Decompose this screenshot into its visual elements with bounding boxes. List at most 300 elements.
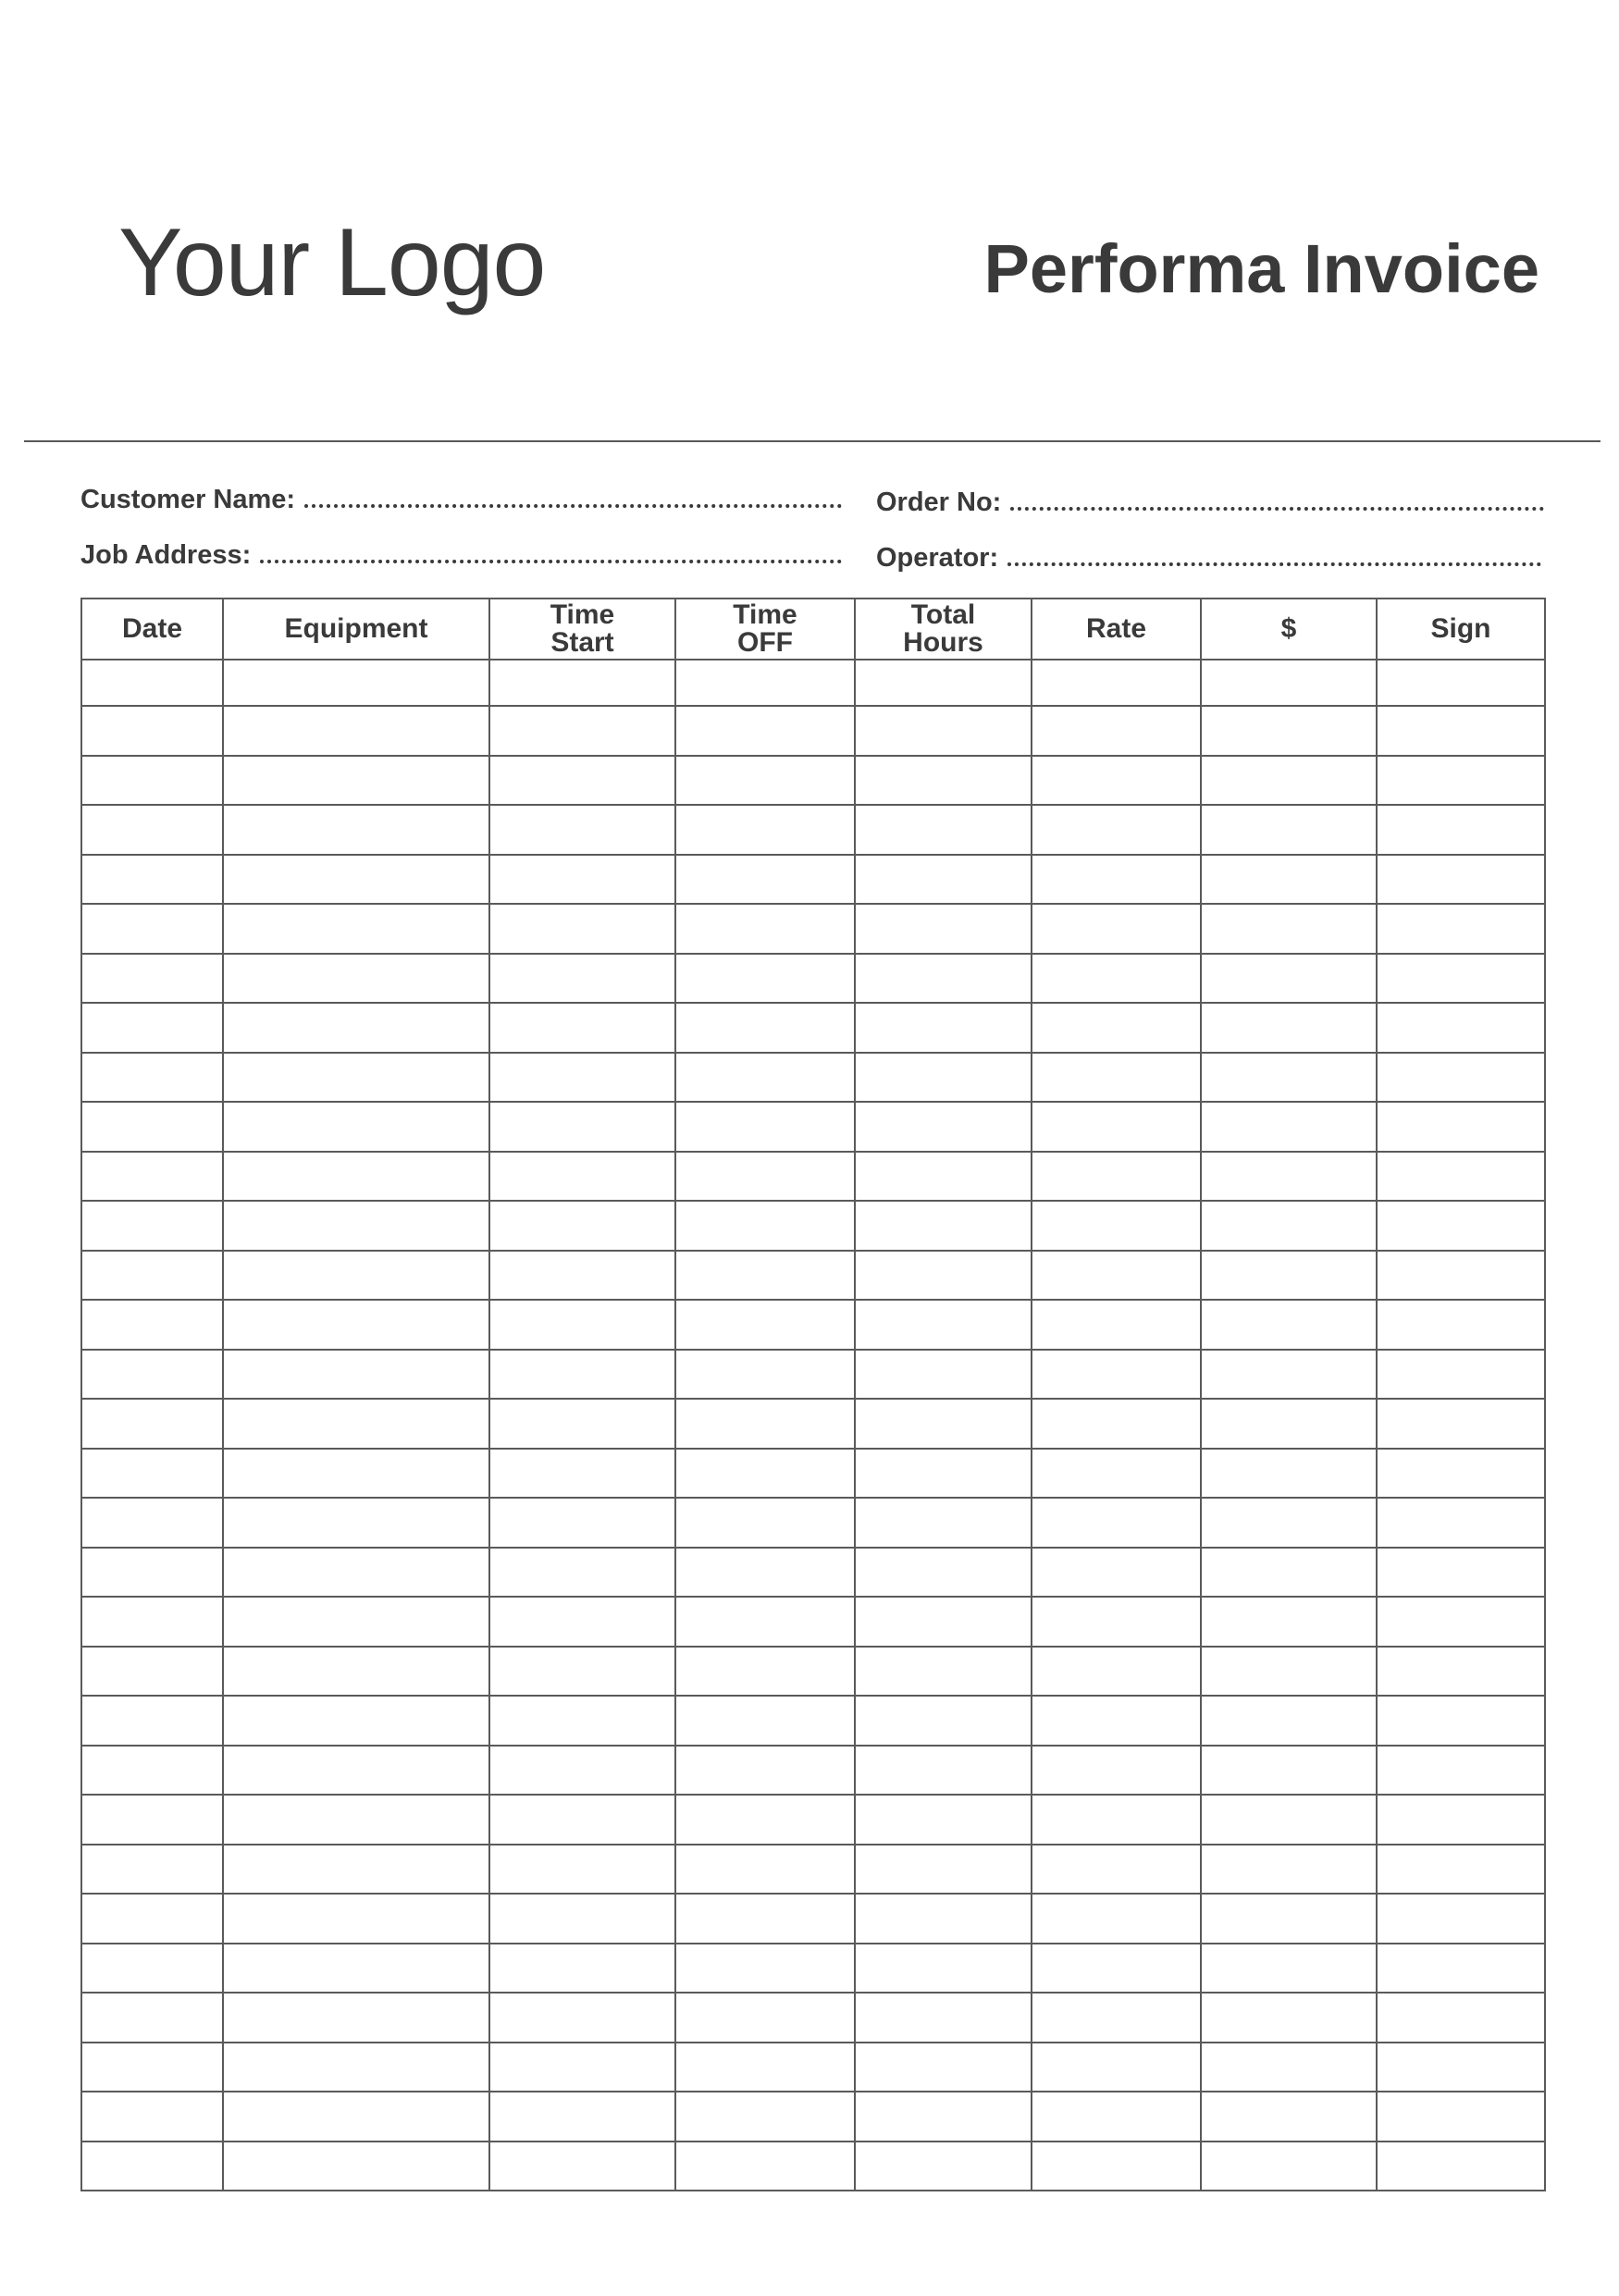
table-cell[interactable] xyxy=(855,1102,1032,1152)
table-cell[interactable] xyxy=(1032,1399,1201,1449)
table-cell[interactable] xyxy=(489,706,675,756)
table-cell[interactable] xyxy=(223,1350,489,1400)
table-row xyxy=(81,1053,1545,1103)
table-cell[interactable] xyxy=(223,2092,489,2142)
table-cell[interactable] xyxy=(675,904,855,954)
table-cell[interactable] xyxy=(1377,1944,1545,1994)
table-body xyxy=(81,660,1545,2191)
table-cell[interactable] xyxy=(1032,855,1201,905)
table-row xyxy=(81,1548,1545,1598)
table-cell[interactable] xyxy=(675,1944,855,1994)
table-cell[interactable] xyxy=(855,1251,1032,1301)
table-cell[interactable] xyxy=(1032,1597,1201,1647)
table-cell[interactable] xyxy=(489,904,675,954)
table-cell[interactable] xyxy=(81,904,223,954)
table-cell[interactable] xyxy=(675,1053,855,1103)
table-cell[interactable] xyxy=(1377,1993,1545,2043)
table-cell[interactable] xyxy=(1201,1894,1377,1944)
table-cell[interactable] xyxy=(1032,1845,1201,1895)
table-cell[interactable] xyxy=(81,1746,223,1796)
table-cell[interactable] xyxy=(675,1350,855,1400)
table-cell[interactable] xyxy=(81,1350,223,1400)
table-cell[interactable] xyxy=(223,1845,489,1895)
table-cell[interactable] xyxy=(223,1795,489,1845)
table-cell[interactable] xyxy=(81,1795,223,1845)
table-row xyxy=(81,1696,1545,1746)
table-cell[interactable] xyxy=(223,805,489,855)
table-cell[interactable] xyxy=(81,1597,223,1647)
table-cell[interactable] xyxy=(489,1053,675,1103)
table-cell[interactable] xyxy=(1377,1597,1545,1647)
table-cell[interactable] xyxy=(1377,904,1545,954)
operator-field[interactable] xyxy=(876,543,1541,576)
column-header-total-hours: Total Hours xyxy=(855,599,1032,660)
table-row xyxy=(81,660,1545,706)
table-cell[interactable] xyxy=(81,1449,223,1499)
table-cell[interactable] xyxy=(675,954,855,1004)
table-cell[interactable] xyxy=(675,1152,855,1202)
table-cell[interactable] xyxy=(675,1399,855,1449)
table-cell[interactable] xyxy=(1032,1201,1201,1251)
table-cell[interactable] xyxy=(223,1251,489,1301)
table-cell[interactable] xyxy=(1377,805,1545,855)
table-cell[interactable] xyxy=(675,1696,855,1746)
table-cell[interactable] xyxy=(1032,1647,1201,1697)
table-cell[interactable] xyxy=(223,1300,489,1350)
table-cell[interactable] xyxy=(855,1746,1032,1796)
operator-line[interactable] xyxy=(1007,562,1541,566)
table-cell[interactable] xyxy=(675,1498,855,1548)
table-cell[interactable] xyxy=(675,1102,855,1152)
table-cell[interactable] xyxy=(855,1053,1032,1103)
column-header-amount: $ xyxy=(1201,599,1377,660)
table-cell[interactable] xyxy=(1032,1894,1201,1944)
table-row xyxy=(81,1746,1545,1796)
table-cell[interactable] xyxy=(1201,1003,1377,1053)
table-row xyxy=(81,1003,1545,1053)
table-cell[interactable] xyxy=(1201,1102,1377,1152)
table-cell[interactable] xyxy=(855,805,1032,855)
table-cell[interactable] xyxy=(489,1350,675,1400)
table-cell[interactable] xyxy=(1201,805,1377,855)
table-cell[interactable] xyxy=(81,2142,223,2191)
column-header-equipment: Equipment xyxy=(223,599,489,660)
table-cell[interactable] xyxy=(1032,706,1201,756)
operator-label: Operator: xyxy=(876,543,999,573)
table-cell[interactable] xyxy=(81,954,223,1004)
table-cell[interactable] xyxy=(489,1696,675,1746)
table-cell[interactable] xyxy=(855,756,1032,806)
table-cell[interactable] xyxy=(489,1300,675,1350)
table-cell[interactable] xyxy=(489,1251,675,1301)
table-cell[interactable] xyxy=(1377,706,1545,756)
table-cell[interactable] xyxy=(675,1894,855,1944)
table-cell[interactable] xyxy=(81,2043,223,2092)
table-cell[interactable] xyxy=(489,1647,675,1697)
table-cell[interactable] xyxy=(81,1498,223,1548)
table-cell[interactable] xyxy=(81,1053,223,1103)
table-cell[interactable] xyxy=(675,706,855,756)
column-header-sign: Sign xyxy=(1377,599,1545,660)
table-cell[interactable] xyxy=(1032,904,1201,954)
table-cell[interactable] xyxy=(1201,706,1377,756)
table-cell[interactable] xyxy=(223,706,489,756)
table-cell[interactable] xyxy=(1032,2043,1201,2092)
table-cell[interactable] xyxy=(1032,1102,1201,1152)
table-cell[interactable] xyxy=(489,1003,675,1053)
table-row xyxy=(81,954,1545,1004)
column-header-time-off: Time OFF xyxy=(675,599,855,660)
table-cell[interactable] xyxy=(1032,1300,1201,1350)
table-cell[interactable] xyxy=(223,1102,489,1152)
table-row xyxy=(81,1647,1545,1697)
table-cell[interactable] xyxy=(675,805,855,855)
table-cell[interactable] xyxy=(1377,1548,1545,1598)
table-cell[interactable] xyxy=(675,1795,855,1845)
table-cell[interactable] xyxy=(1201,1696,1377,1746)
table-cell[interactable] xyxy=(489,660,675,706)
table-cell[interactable] xyxy=(1201,1795,1377,1845)
column-header-rate: Rate xyxy=(1032,599,1201,660)
table-cell[interactable] xyxy=(489,2092,675,2142)
table-row xyxy=(81,1597,1545,1647)
table-cell[interactable] xyxy=(1377,1449,1545,1499)
table-cell[interactable] xyxy=(1201,660,1377,706)
table-cell[interactable] xyxy=(1032,1053,1201,1103)
table-cell[interactable] xyxy=(223,855,489,905)
table-cell[interactable] xyxy=(489,2142,675,2191)
table-cell[interactable] xyxy=(1377,1053,1545,1103)
table-cell[interactable] xyxy=(223,1894,489,1944)
table-cell[interactable] xyxy=(489,1201,675,1251)
table-cell[interactable] xyxy=(1201,1498,1377,1548)
table-cell[interactable] xyxy=(1377,1746,1545,1796)
table-cell[interactable] xyxy=(855,1845,1032,1895)
table-cell[interactable] xyxy=(489,855,675,905)
table-cell[interactable] xyxy=(675,1746,855,1796)
table-row xyxy=(81,1399,1545,1449)
table-cell[interactable] xyxy=(855,1201,1032,1251)
table-cell[interactable] xyxy=(489,1746,675,1796)
table-cell[interactable] xyxy=(489,805,675,855)
table-cell[interactable] xyxy=(1201,1647,1377,1697)
table-cell[interactable] xyxy=(489,1795,675,1845)
table-row xyxy=(81,1894,1545,1944)
customer-name-label: Customer Name: xyxy=(80,485,296,514)
table-cell[interactable] xyxy=(1201,855,1377,905)
table-cell[interactable] xyxy=(1032,1498,1201,1548)
table-cell[interactable] xyxy=(223,2043,489,2092)
table-cell[interactable] xyxy=(1201,2092,1377,2142)
table-cell[interactable] xyxy=(1377,855,1545,905)
table-cell[interactable] xyxy=(1377,2043,1545,2092)
table-cell[interactable] xyxy=(1377,1251,1545,1301)
table-row xyxy=(81,1795,1545,1845)
job-address-label: Job Address: xyxy=(80,540,252,570)
table-cell[interactable] xyxy=(855,855,1032,905)
table-cell[interactable] xyxy=(855,1300,1032,1350)
table-row xyxy=(81,2043,1545,2092)
table-row xyxy=(81,904,1545,954)
table-cell[interactable] xyxy=(1201,1449,1377,1499)
table-cell[interactable] xyxy=(81,855,223,905)
table-cell[interactable] xyxy=(1201,1845,1377,1895)
table-row xyxy=(81,1201,1545,1251)
customer-name-field[interactable] xyxy=(80,485,842,518)
table-cell[interactable] xyxy=(81,1894,223,1944)
table-row xyxy=(81,855,1545,905)
table-cell[interactable] xyxy=(1377,1300,1545,1350)
table-cell[interactable] xyxy=(223,660,489,706)
table-cell[interactable] xyxy=(855,1449,1032,1499)
table-cell[interactable] xyxy=(81,1696,223,1746)
header-divider xyxy=(24,440,1600,442)
table-row xyxy=(81,1152,1545,1202)
column-header-date: Date xyxy=(81,599,223,660)
table-cell[interactable] xyxy=(1032,1251,1201,1301)
order-no-label: Order No: xyxy=(876,488,1002,517)
table-cell[interactable] xyxy=(1377,1102,1545,1152)
table-cell[interactable] xyxy=(81,1003,223,1053)
table-cell[interactable] xyxy=(1032,1795,1201,1845)
table-cell[interactable] xyxy=(675,1003,855,1053)
table-cell[interactable] xyxy=(675,1548,855,1598)
table-cell[interactable] xyxy=(675,1449,855,1499)
table-cell[interactable] xyxy=(855,2142,1032,2191)
table-cell[interactable] xyxy=(1377,756,1545,806)
table-cell[interactable] xyxy=(855,2043,1032,2092)
table-cell[interactable] xyxy=(855,1795,1032,1845)
table-cell[interactable] xyxy=(223,756,489,806)
table-cell[interactable] xyxy=(1032,1548,1201,1598)
table-cell[interactable] xyxy=(1201,1993,1377,2043)
table-row xyxy=(81,1498,1545,1548)
table-cell[interactable] xyxy=(1032,1993,1201,2043)
table-cell[interactable] xyxy=(1032,1449,1201,1499)
table-cell[interactable] xyxy=(223,1399,489,1449)
table-cell[interactable] xyxy=(223,1449,489,1499)
customer-name-line[interactable] xyxy=(304,504,842,508)
table-cell[interactable] xyxy=(1377,1647,1545,1697)
table-cell[interactable] xyxy=(489,1944,675,1994)
table-cell[interactable] xyxy=(223,1053,489,1103)
table-cell[interactable] xyxy=(1377,1894,1545,1944)
table-cell[interactable] xyxy=(675,1300,855,1350)
table-cell[interactable] xyxy=(1377,1003,1545,1053)
table-cell[interactable] xyxy=(1201,1746,1377,1796)
table-cell[interactable] xyxy=(675,1845,855,1895)
table-cell[interactable] xyxy=(1377,1795,1545,1845)
document-title: Performa Invoice xyxy=(983,230,1539,307)
table-cell[interactable] xyxy=(223,1003,489,1053)
table-cell[interactable] xyxy=(223,1746,489,1796)
table-cell[interactable] xyxy=(855,1647,1032,1697)
table-cell[interactable] xyxy=(489,1845,675,1895)
table-cell[interactable] xyxy=(223,1993,489,2043)
table-cell[interactable] xyxy=(855,954,1032,1004)
table-cell[interactable] xyxy=(81,1399,223,1449)
table-cell[interactable] xyxy=(1032,1350,1201,1400)
table-cell[interactable] xyxy=(81,756,223,806)
table-cell[interactable] xyxy=(1201,1300,1377,1350)
table-cell[interactable] xyxy=(489,954,675,1004)
table-cell[interactable] xyxy=(1032,2142,1201,2191)
table-cell[interactable] xyxy=(1377,1845,1545,1895)
table-cell[interactable] xyxy=(1032,954,1201,1004)
table-row xyxy=(81,1251,1545,1301)
table-cell[interactable] xyxy=(1377,660,1545,706)
table-row xyxy=(81,1944,1545,1994)
table-row xyxy=(81,805,1545,855)
table-cell[interactable] xyxy=(1201,1944,1377,1994)
table-cell[interactable] xyxy=(223,1152,489,1202)
table-cell[interactable] xyxy=(1377,1498,1545,1548)
table-cell[interactable] xyxy=(1032,805,1201,855)
logo-placeholder: Your Logo xyxy=(118,209,546,316)
table-cell[interactable] xyxy=(1032,2092,1201,2142)
table-cell[interactable] xyxy=(675,2092,855,2142)
table-cell[interactable] xyxy=(675,1993,855,2043)
table-cell[interactable] xyxy=(1201,1350,1377,1400)
table-cell[interactable] xyxy=(489,1597,675,1647)
order-no-field[interactable] xyxy=(876,488,1544,521)
table-cell[interactable] xyxy=(1201,954,1377,1004)
table-cell[interactable] xyxy=(675,1201,855,1251)
table-cell[interactable] xyxy=(1201,1399,1377,1449)
table-cell[interactable] xyxy=(675,660,855,706)
table-cell[interactable] xyxy=(1032,660,1201,706)
table-cell[interactable] xyxy=(855,2092,1032,2142)
table-row xyxy=(81,1300,1545,1350)
table-cell[interactable] xyxy=(675,1647,855,1697)
table-cell[interactable] xyxy=(1377,1350,1545,1400)
table-cell[interactable] xyxy=(1377,1201,1545,1251)
table-cell[interactable] xyxy=(223,1696,489,1746)
table-cell[interactable] xyxy=(1032,756,1201,806)
table-cell[interactable] xyxy=(1377,2142,1545,2191)
table-cell[interactable] xyxy=(855,1597,1032,1647)
table-row xyxy=(81,1102,1545,1152)
table-cell[interactable] xyxy=(223,904,489,954)
order-no-line[interactable] xyxy=(1010,507,1544,511)
table-row xyxy=(81,1350,1545,1400)
table-cell[interactable] xyxy=(855,1548,1032,1598)
table-cell[interactable] xyxy=(1201,1201,1377,1251)
table-cell[interactable] xyxy=(223,1498,489,1548)
table-cell[interactable] xyxy=(223,1944,489,1994)
table-cell[interactable] xyxy=(1201,904,1377,954)
table-cell[interactable] xyxy=(855,1944,1032,1994)
table-cell[interactable] xyxy=(675,2142,855,2191)
table-cell[interactable] xyxy=(675,2043,855,2092)
table-cell[interactable] xyxy=(1201,1152,1377,1202)
table-cell[interactable] xyxy=(675,756,855,806)
table-cell[interactable] xyxy=(855,1696,1032,1746)
table-cell[interactable] xyxy=(223,1201,489,1251)
table-cell[interactable] xyxy=(1032,1152,1201,1202)
table-cell[interactable] xyxy=(223,1597,489,1647)
table-cell[interactable] xyxy=(1032,1944,1201,1994)
table-cell[interactable] xyxy=(489,1548,675,1598)
table-cell[interactable] xyxy=(675,1251,855,1301)
table-cell[interactable] xyxy=(489,1399,675,1449)
table-cell[interactable] xyxy=(81,1944,223,1994)
table-cell[interactable] xyxy=(81,2092,223,2142)
table-cell[interactable] xyxy=(489,1894,675,1944)
table-cell[interactable] xyxy=(855,1498,1032,1548)
table-cell[interactable] xyxy=(1377,2092,1545,2142)
table-cell[interactable] xyxy=(855,1003,1032,1053)
table-cell[interactable] xyxy=(1032,1696,1201,1746)
table-cell[interactable] xyxy=(489,1449,675,1499)
table-cell[interactable] xyxy=(81,1152,223,1202)
table-row xyxy=(81,1993,1545,2043)
table-cell[interactable] xyxy=(1201,1251,1377,1301)
table-cell[interactable] xyxy=(1377,1696,1545,1746)
job-address-line[interactable] xyxy=(260,560,842,563)
table-row xyxy=(81,2142,1545,2191)
table-cell[interactable] xyxy=(81,1102,223,1152)
table-cell[interactable] xyxy=(855,1152,1032,1202)
table-cell[interactable] xyxy=(81,1201,223,1251)
table-row xyxy=(81,2092,1545,2142)
table-cell[interactable] xyxy=(489,1993,675,2043)
table-cell[interactable] xyxy=(855,1993,1032,2043)
table-cell[interactable] xyxy=(81,1993,223,2043)
table-cell[interactable] xyxy=(81,706,223,756)
invoice-table xyxy=(80,598,1546,2191)
table-cell[interactable] xyxy=(1201,1548,1377,1598)
table-cell[interactable] xyxy=(855,1350,1032,1400)
table-cell[interactable] xyxy=(1377,1399,1545,1449)
job-address-field[interactable] xyxy=(80,540,842,574)
table-cell[interactable] xyxy=(1201,756,1377,806)
table-cell[interactable] xyxy=(223,954,489,1004)
table-cell[interactable] xyxy=(81,1647,223,1697)
table-cell[interactable] xyxy=(1032,1003,1201,1053)
table-cell[interactable] xyxy=(489,1498,675,1548)
table-cell[interactable] xyxy=(1377,1152,1545,1202)
table-cell[interactable] xyxy=(81,1845,223,1895)
table-cell[interactable] xyxy=(223,1548,489,1598)
table-cell[interactable] xyxy=(489,2043,675,2092)
table-cell[interactable] xyxy=(1201,2043,1377,2092)
table-cell[interactable] xyxy=(855,1894,1032,1944)
table-cell[interactable] xyxy=(81,660,223,706)
table-cell[interactable] xyxy=(1201,1053,1377,1103)
table-cell[interactable] xyxy=(81,1548,223,1598)
table-cell[interactable] xyxy=(1201,1597,1377,1647)
table-cell[interactable] xyxy=(1032,1746,1201,1796)
table-cell[interactable] xyxy=(855,706,1032,756)
table-cell[interactable] xyxy=(489,1152,675,1202)
table-cell[interactable] xyxy=(81,1251,223,1301)
table-cell[interactable] xyxy=(489,1102,675,1152)
table-cell[interactable] xyxy=(855,660,1032,706)
table-cell[interactable] xyxy=(81,805,223,855)
table-cell[interactable] xyxy=(223,1647,489,1697)
table-cell[interactable] xyxy=(1377,954,1545,1004)
table-cell[interactable] xyxy=(1201,2142,1377,2191)
table-cell[interactable] xyxy=(855,1399,1032,1449)
table-cell[interactable] xyxy=(489,756,675,806)
table-cell[interactable] xyxy=(675,1597,855,1647)
table-row xyxy=(81,1449,1545,1499)
table-cell[interactable] xyxy=(855,904,1032,954)
table-cell[interactable] xyxy=(223,2142,489,2191)
table-cell[interactable] xyxy=(81,1300,223,1350)
table-cell[interactable] xyxy=(675,855,855,905)
